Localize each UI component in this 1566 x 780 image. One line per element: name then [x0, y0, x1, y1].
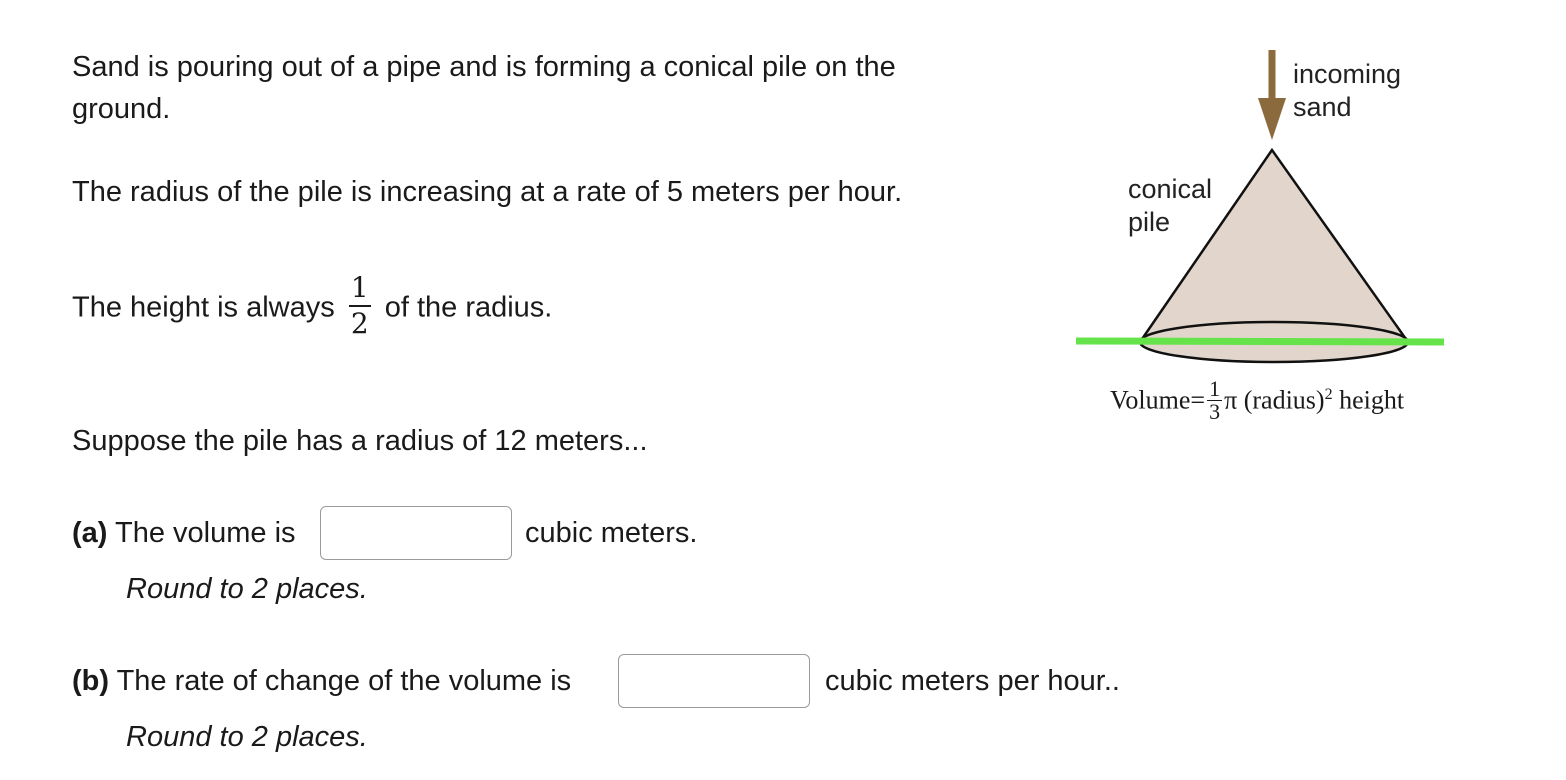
part-a-label: (a) [72, 517, 108, 549]
volume-answer-input[interactable] [320, 506, 512, 560]
formula-fraction-denominator: 3 [1209, 399, 1221, 424]
height-fraction-numerator: 1 [349, 273, 371, 307]
volume-rate-answer-input[interactable] [618, 654, 810, 708]
height-suffix: of the radius. [384, 291, 553, 324]
height-fraction [349, 273, 371, 339]
height-fraction-denominator: 2 [350, 307, 369, 340]
formula-fraction [1207, 378, 1222, 423]
incoming-sand-label: incoming sand [1293, 59, 1402, 122]
arrow-down-icon [1258, 98, 1286, 140]
part-b-prompt [72, 660, 571, 702]
part-a-prompt [72, 512, 296, 554]
volume-formula [1110, 376, 1405, 425]
part-b-label: (b) [72, 665, 110, 697]
ground-line [1076, 341, 1444, 342]
part-a-text: The volume is [115, 517, 296, 549]
height-ratio-text [72, 271, 553, 342]
part-a-hint: Round to 2 places. [126, 573, 368, 605]
formula-height: height [1339, 385, 1405, 415]
suppose-text: Suppose the pile has a radius of 12 meters... [72, 425, 648, 457]
problem-intro: Sand is pouring out of a pipe and is forming a conical pile on the ground. [72, 51, 896, 125]
part-a-units: cubic meters. [525, 517, 698, 549]
part-b-units: cubic meters per hour.. [825, 665, 1120, 697]
formula-fraction-numerator: 1 [1209, 376, 1221, 401]
formula-exponent: 2 [1324, 385, 1333, 403]
part-b-text: The rate of change of the volume is [116, 665, 572, 697]
formula-pi: π [1224, 385, 1238, 415]
formula-prefix: Volume= [1110, 385, 1206, 415]
height-prefix: The height is always [72, 291, 335, 324]
radius-rate-text: The radius of the pile is increasing at a rate of 5 meters per hour. [72, 176, 903, 208]
part-b-hint: Round to 2 places. [126, 721, 368, 753]
conical-pile-label: conical pile [1128, 174, 1213, 237]
formula-radius: (radius) [1243, 385, 1325, 415]
